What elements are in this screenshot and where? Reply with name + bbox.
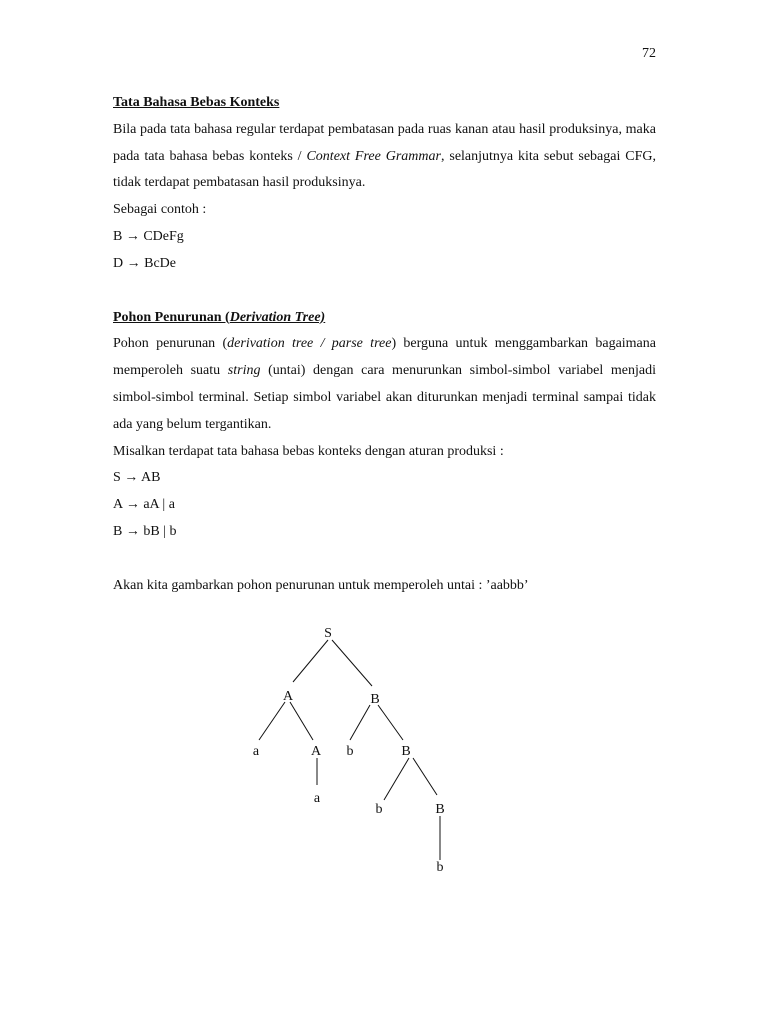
rule-line: D → BcDe [113, 255, 176, 271]
paragraph-text-2: ) berguna untuk menggambarkan bagaimana memperoleh suatu [113, 336, 656, 379]
tree-node-B3: B [435, 802, 445, 818]
grammar-intro: Misalkan terdapat tata bahasa bebas konteks dengan aturan produksi : [113, 443, 504, 459]
tree-edge-B1-B2 [378, 705, 403, 740]
tree-node-A1: A [282, 689, 294, 705]
rule-line: S → AB [113, 470, 161, 486]
tree-edge-S-B1 [332, 640, 372, 686]
tree-node-a2: a [313, 791, 321, 807]
tree-node-b2: b [375, 802, 383, 818]
tree-edge-S-A1 [293, 640, 328, 682]
rule-line: A → aA | a [113, 497, 175, 513]
tree-intro: Akan kita gambarkan pohon penurunan untuk memperoleh untai : ’aabbb’ [113, 577, 529, 593]
section-title-emphasis: Derivation Tree) [229, 309, 326, 325]
page-number: 72 [642, 46, 656, 61]
tree-node-S: S [324, 626, 332, 642]
tree-edge-B2-b2 [384, 758, 409, 800]
tree-edge-B1-b1 [350, 705, 370, 740]
paragraph-cfg-text-2: , selanjutnya kita sebut sebagai CFG, tidak terdapat pembatasan hasil produksinya. [113, 148, 656, 191]
tree-edge-B2-B3 [413, 758, 437, 795]
paragraph-cfg-text-1: Bila pada tata bahasa regular terdapat pembatasan pada ruas kanan atau hasil produksinya, maka pada tata bahasa bebas konteks / [113, 121, 656, 164]
section-title-cfg: Tata Bahasa Bebas Konteks [113, 95, 280, 110]
tree-node-B2: B [401, 744, 411, 760]
tree-node-B1: B [370, 692, 380, 708]
rule-line: B → bB | b [113, 523, 177, 539]
tree-node-A2: A [310, 744, 322, 760]
tree-edge-A1-a1 [259, 702, 285, 740]
paragraph-cfg-emphasis: Context Free Grammar [306, 148, 441, 164]
tree-edge-A1-A2 [290, 702, 313, 740]
tree-node-b3: b [436, 860, 444, 876]
tree-node-b1: b [346, 744, 354, 760]
paragraph-emphasis-1: derivation tree / parse tree [227, 336, 392, 352]
rule-line: B → CDeFg [113, 228, 184, 244]
paragraph-emphasis-2: string [227, 363, 261, 379]
example-label: Sebagai contoh : [113, 202, 207, 218]
tree-node-a1: a [252, 744, 260, 760]
paragraph-text-1: Pohon penurunan ( [113, 336, 228, 352]
section-title-text: Pohon Penurunan ( [113, 309, 230, 325]
paragraph-text-3: (untai) dengan cara menurunkan simbol-simbol variabel menjadi simbol-simbol terminal. Setiap simbol variabel akan diturunkan menjadi terminal sampai tidak ada yang belum tergantikan. [113, 363, 657, 432]
